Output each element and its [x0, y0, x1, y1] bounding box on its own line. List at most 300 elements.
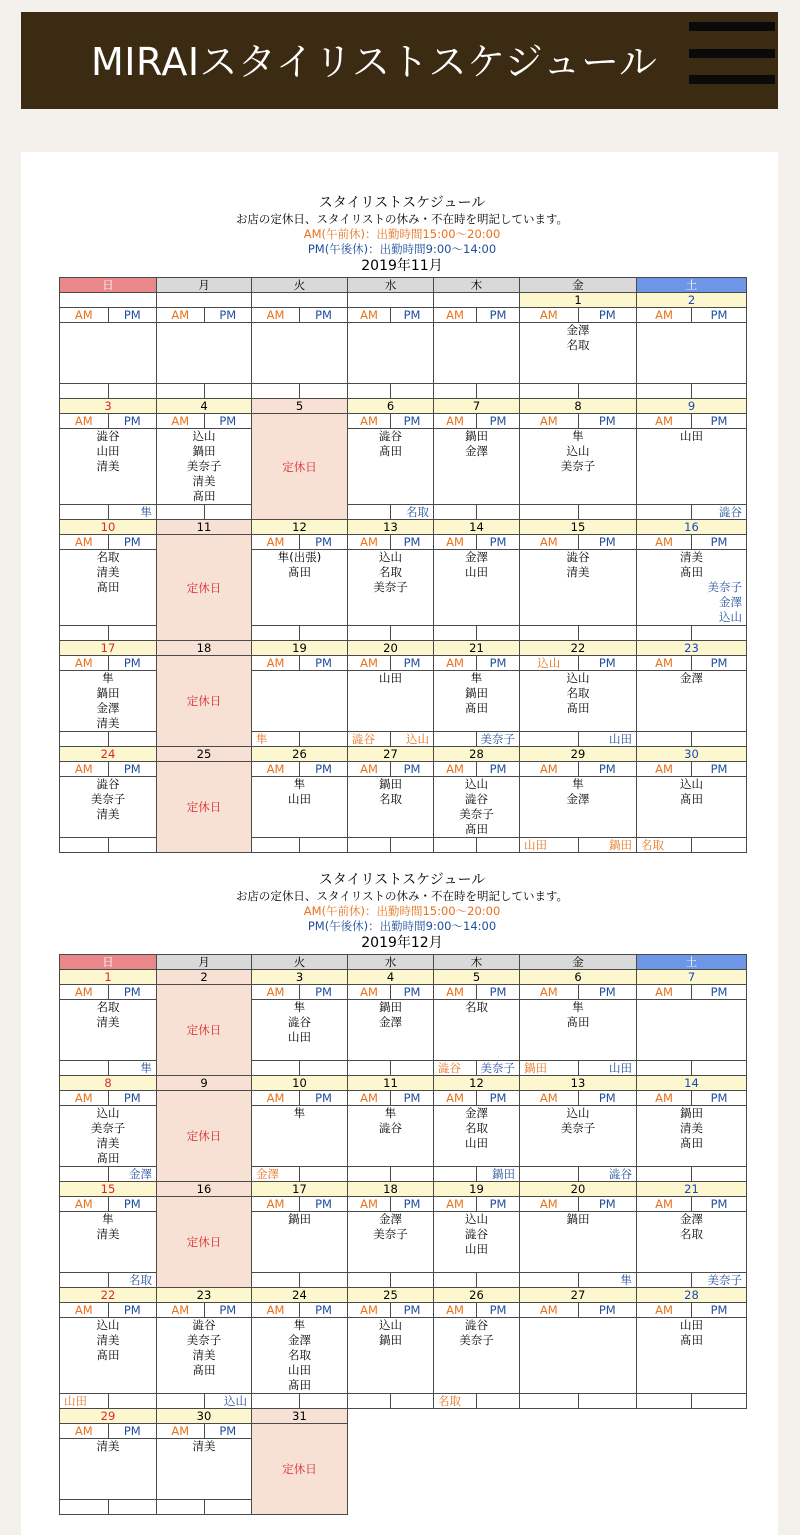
am-note: AM(午前休)：出勤時間15:00〜20:00 [303, 227, 501, 241]
staff-name: 隼 [102, 671, 114, 685]
closed-day: 定休日 [252, 414, 348, 520]
am-label: AM [520, 308, 579, 323]
pm-note: PM(午後休)：出勤時間9:00〜14:00 [307, 919, 497, 933]
staff-names [157, 1439, 252, 1500]
staff-names [520, 1212, 637, 1273]
staff-name: 澁谷 [192, 1318, 216, 1332]
weekday-header: 火 [252, 278, 348, 293]
staff-name: 鍋田 [465, 686, 488, 700]
staff-names [252, 1106, 348, 1167]
am-label: AM [637, 1303, 692, 1318]
staff-name: 澁谷 [96, 777, 120, 791]
date-number: 12 [252, 520, 348, 535]
pm-label: PM [692, 308, 747, 323]
staff-names [157, 323, 252, 384]
staff-names [348, 550, 434, 626]
schedule-description: お店の定休日、スタイリストの休み・不在時を明記しています。 [235, 212, 569, 226]
pm-label: PM [578, 656, 637, 671]
pm-off-staff [108, 626, 157, 641]
pm-label: PM [477, 1091, 520, 1106]
date-number: 28 [434, 747, 520, 762]
am-label: AM [60, 656, 109, 671]
am-off-staff [520, 626, 579, 641]
pm-off-staff [300, 838, 348, 853]
weekday-header: 金 [520, 278, 637, 293]
staff-names [520, 550, 637, 626]
am-label: AM [637, 762, 692, 777]
staff-name: 金澤 [465, 1106, 488, 1120]
date-number: 5 [434, 970, 520, 985]
am-off-staff [157, 505, 205, 520]
staff-name: 鍋田 [379, 1333, 402, 1347]
staff-name: 清美 [96, 565, 120, 579]
pm-off-staff [300, 1061, 348, 1076]
date-number: 27 [520, 1288, 637, 1303]
pm-off-staff: 込山 [719, 610, 742, 624]
am-off-staff [348, 1061, 391, 1076]
staff-name: 澁谷 [465, 1227, 488, 1241]
staff-name: 名取 [566, 686, 590, 700]
pm-label: PM [391, 1303, 434, 1318]
am-off-staff [434, 384, 477, 399]
staff-names [520, 777, 637, 838]
staff-name: 清美 [192, 1439, 216, 1453]
am-off-staff [157, 1500, 205, 1515]
pm-label: PM [692, 985, 747, 1000]
weekday-header: 月 [157, 955, 252, 970]
closed-day: 定休日 [157, 985, 252, 1076]
staff-name: 鍋田 [680, 1106, 703, 1120]
staff-name: 清美 [680, 550, 703, 564]
date-number: 24 [60, 747, 157, 762]
staff-name: 込山 [566, 444, 590, 458]
pm-off-staff [300, 1273, 348, 1288]
staff-name: 名取 [379, 565, 402, 579]
am-off-staff [60, 1273, 109, 1288]
pm-label: PM [391, 762, 434, 777]
staff-names [434, 1212, 520, 1273]
date-number: 20 [348, 641, 434, 656]
staff-names [348, 1318, 434, 1394]
pm-label: PM [204, 1303, 252, 1318]
am-off-staff: 澁谷 [348, 732, 391, 747]
staff-name: 込山 [566, 671, 590, 685]
pm-off-staff [578, 384, 637, 399]
closed-day: 定休日 [157, 535, 252, 641]
am-off-staff [60, 1500, 109, 1515]
pm-off-staff [391, 838, 434, 853]
am-label: AM [637, 414, 692, 429]
weekday-header: 水 [348, 955, 434, 970]
pm-label: PM [300, 1303, 348, 1318]
staff-name: 髙田 [680, 1136, 703, 1150]
pm-label: PM [578, 985, 637, 1000]
staff-name: 髙田 [379, 444, 402, 458]
staff-name: 金澤 [566, 323, 590, 337]
pm-label: PM [391, 414, 434, 429]
pm-label: PM [477, 535, 520, 550]
pm-label: PM [692, 1091, 747, 1106]
am-off-staff [637, 626, 692, 641]
date-number: 11 [157, 520, 252, 535]
am-off-staff: 山田 [60, 1394, 109, 1409]
am-label: AM [60, 535, 109, 550]
pm-label: PM [391, 1197, 434, 1212]
am-label: AM [520, 1303, 579, 1318]
am-label: AM [520, 985, 579, 1000]
staff-names [637, 429, 747, 505]
am-off-staff [637, 1167, 692, 1182]
date-number: 26 [252, 747, 348, 762]
staff-name: 美奈子 [90, 1121, 126, 1135]
am-label: 込山 [520, 656, 579, 671]
staff-name: 山田 [465, 1242, 488, 1256]
pm-label: PM [692, 414, 747, 429]
am-label: AM [157, 1303, 205, 1318]
am-label: AM [434, 656, 477, 671]
pm-off-staff: 澁谷 [578, 1167, 637, 1182]
staff-name: 込山 [566, 1106, 590, 1120]
staff-name: 金澤 [566, 792, 590, 806]
staff-name: 清美 [96, 459, 120, 473]
staff-name: 名取 [379, 792, 402, 806]
date-number: 25 [157, 747, 252, 762]
schedule-title: スタイリストスケジュール [318, 872, 486, 888]
staff-name: 澁谷 [288, 1015, 311, 1029]
am-label: AM [434, 308, 477, 323]
am-label: AM [348, 1303, 391, 1318]
staff-name: 澁谷 [96, 429, 120, 443]
date-number: 30 [637, 747, 747, 762]
date-number: 18 [157, 641, 252, 656]
staff-name: 清美 [96, 1333, 120, 1347]
staff-names [60, 1318, 157, 1394]
pm-label: PM [692, 1197, 747, 1212]
pm-off-staff [391, 626, 434, 641]
am-off-staff [252, 1061, 300, 1076]
site-title: MIRAIスタイリストスケジュール [91, 40, 658, 84]
date-number [252, 293, 348, 308]
staff-name: 清美 [566, 565, 590, 579]
date-number: 1 [60, 970, 157, 985]
staff-name: 込山 [680, 777, 703, 791]
pm-off-staff [692, 1167, 747, 1182]
am-label: AM [520, 414, 579, 429]
pm-off-staff: 金澤 [719, 595, 742, 609]
date-number: 23 [637, 641, 747, 656]
am-off-staff [60, 384, 109, 399]
pm-label: PM [477, 308, 520, 323]
staff-names [252, 550, 348, 626]
staff-names [637, 1000, 747, 1061]
date-number: 15 [60, 1182, 157, 1197]
am-label: AM [434, 1091, 477, 1106]
staff-name: 金澤 [680, 671, 703, 685]
date-number: 5 [252, 399, 348, 414]
date-number: 14 [637, 1076, 747, 1091]
am-label: AM [252, 308, 300, 323]
pm-label: PM [300, 762, 348, 777]
date-number: 25 [348, 1288, 434, 1303]
pm-off-staff [391, 1167, 434, 1182]
staff-names [520, 1106, 637, 1167]
pm-note: PM(午後休)：出勤時間9:00〜14:00 [307, 242, 497, 256]
pm-off-staff [108, 1500, 157, 1515]
staff-name: 髙田 [566, 701, 590, 715]
staff-names [252, 1000, 348, 1061]
am-off-staff [252, 1273, 300, 1288]
staff-name: 山田 [465, 1136, 488, 1150]
staff-name: 山田 [465, 565, 488, 579]
am-off-staff [434, 838, 477, 853]
hamburger-menu-icon[interactable] [689, 22, 775, 84]
staff-name: 鍋田 [379, 1000, 402, 1014]
staff-name: 込山 [192, 429, 216, 443]
staff-name: 髙田 [96, 1348, 120, 1362]
date-number: 7 [434, 399, 520, 414]
staff-names [60, 1000, 157, 1061]
date-number: 11 [348, 1076, 434, 1091]
staff-name: 清美 [96, 807, 120, 821]
pm-off-staff [204, 384, 252, 399]
staff-name: 髙田 [192, 489, 216, 503]
staff-name: 山田 [379, 671, 402, 685]
pm-label: PM [300, 656, 348, 671]
staff-name: 隼 [293, 1000, 306, 1014]
staff-name: 金澤 [288, 1333, 311, 1347]
pm-off-staff [692, 384, 747, 399]
pm-off-staff [578, 626, 637, 641]
date-number: 22 [520, 641, 637, 656]
staff-names [520, 1318, 637, 1394]
am-label: AM [157, 1424, 205, 1439]
schedule-description: お店の定休日、スタイリストの休み・不在時を明記しています。 [235, 889, 569, 903]
staff-names [520, 429, 637, 505]
am-off-staff [348, 838, 391, 853]
pm-off-staff: 名取 [391, 505, 434, 520]
pm-label: PM [578, 1091, 637, 1106]
date-number: 8 [60, 1076, 157, 1091]
pm-label: PM [477, 1303, 520, 1318]
staff-names [434, 1106, 520, 1167]
staff-name: 隼 [293, 1318, 306, 1332]
pm-off-staff: 美奈子 [692, 1273, 747, 1288]
staff-name: 髙田 [680, 565, 703, 579]
am-label: AM [520, 1197, 579, 1212]
staff-name: 込山 [96, 1106, 120, 1120]
pm-label: PM [108, 656, 157, 671]
am-label: AM [348, 308, 391, 323]
staff-name: 込山 [379, 1318, 402, 1332]
staff-name: 隼 [293, 777, 306, 791]
am-label: AM [157, 414, 205, 429]
pm-label: PM [300, 535, 348, 550]
am-off-staff: 鍋田 [520, 1061, 579, 1076]
am-label: AM [637, 1091, 692, 1106]
date-number: 19 [252, 641, 348, 656]
staff-names [60, 777, 157, 838]
am-off-staff [637, 1061, 692, 1076]
pm-off-staff: 美奈子 [707, 580, 742, 594]
pm-label: PM [300, 308, 348, 323]
am-label: AM [637, 656, 692, 671]
staff-name: 鍋田 [379, 777, 402, 791]
date-number: 9 [637, 399, 747, 414]
pm-off-staff [204, 505, 252, 520]
am-off-staff [520, 1394, 579, 1409]
pm-label: PM [108, 414, 157, 429]
schedule-november [59, 195, 745, 853]
am-label: AM [60, 1197, 109, 1212]
staff-name: 髙田 [680, 1333, 703, 1347]
pm-label: PM [391, 1091, 434, 1106]
staff-names [434, 550, 520, 626]
staff-names [60, 323, 157, 384]
date-number: 3 [60, 399, 157, 414]
am-label: AM [157, 308, 205, 323]
date-number: 17 [252, 1182, 348, 1197]
staff-name: 山田 [288, 1030, 311, 1044]
closed-day: 定休日 [157, 656, 252, 747]
staff-name: 清美 [680, 1121, 703, 1135]
staff-name: 髙田 [566, 1015, 590, 1029]
staff-name: 髙田 [465, 701, 488, 715]
staff-name: 金澤 [680, 1212, 703, 1226]
staff-name: 美奈子 [373, 580, 408, 594]
schedule-title: スタイリストスケジュール [318, 195, 486, 211]
am-label: AM [434, 762, 477, 777]
am-label: AM [60, 985, 109, 1000]
staff-name: 名取 [566, 338, 590, 352]
am-label: AM [60, 414, 109, 429]
staff-name: 清美 [96, 1136, 120, 1150]
date-number: 13 [520, 1076, 637, 1091]
staff-name: 金澤 [379, 1212, 402, 1226]
am-label: AM [348, 762, 391, 777]
am-off-staff [60, 626, 109, 641]
pm-label: PM [108, 985, 157, 1000]
am-off-staff [434, 732, 477, 747]
staff-name: 髙田 [288, 1378, 311, 1392]
staff-name: 美奈子 [560, 459, 596, 473]
am-off-staff: 隼 [252, 732, 300, 747]
staff-name: 隼(出張) [277, 550, 322, 564]
am-off-staff [520, 384, 579, 399]
pm-off-staff: 隼 [108, 1061, 157, 1076]
pm-off-staff [108, 384, 157, 399]
am-label: AM [520, 762, 579, 777]
calendar-table [59, 277, 747, 853]
staff-name: 込山 [465, 777, 488, 791]
date-number: 26 [434, 1288, 520, 1303]
staff-name: 澁谷 [465, 792, 488, 806]
staff-name: 隼 [102, 1212, 114, 1226]
pm-off-staff: 鍋田 [477, 1167, 520, 1182]
staff-names [157, 429, 252, 505]
pm-label: PM [300, 1091, 348, 1106]
am-label: AM [434, 535, 477, 550]
staff-name: 隼 [572, 1000, 584, 1014]
pm-label: PM [108, 1303, 157, 1318]
staff-names [252, 777, 348, 838]
staff-name: 鍋田 [96, 686, 120, 700]
pm-label: PM [692, 656, 747, 671]
am-label: AM [520, 1091, 579, 1106]
pm-label: PM [391, 656, 434, 671]
staff-name: 山田 [680, 1318, 703, 1332]
staff-name: 澁谷 [379, 429, 402, 443]
date-number [60, 293, 157, 308]
pm-label: PM [692, 535, 747, 550]
staff-names [60, 1212, 157, 1273]
staff-name: 山田 [96, 444, 120, 458]
staff-name: 金澤 [96, 701, 120, 715]
staff-name: 隼 [470, 671, 483, 685]
staff-name: 清美 [192, 1348, 216, 1362]
staff-name: 清美 [96, 1227, 120, 1241]
staff-names [60, 1439, 157, 1500]
staff-name: 清美 [96, 716, 120, 730]
staff-name: 鍋田 [566, 1212, 590, 1226]
date-number: 17 [60, 641, 157, 656]
pm-off-staff [477, 838, 520, 853]
staff-name: 名取 [288, 1348, 311, 1362]
staff-names [348, 1212, 434, 1273]
staff-names [434, 1000, 520, 1061]
am-off-staff [252, 626, 300, 641]
am-label: AM [60, 762, 109, 777]
am-label: AM [434, 414, 477, 429]
pm-off-staff [108, 838, 157, 853]
date-number [434, 293, 520, 308]
am-off-staff: 名取 [434, 1394, 477, 1409]
date-number: 27 [348, 747, 434, 762]
am-label: AM [434, 1197, 477, 1212]
staff-name: 込山 [465, 1212, 488, 1226]
weekday-header: 日 [60, 278, 157, 293]
staff-name: 込山 [96, 1318, 120, 1332]
schedule-december [59, 872, 745, 1515]
staff-name: 澁谷 [566, 550, 590, 564]
date-number: 4 [157, 399, 252, 414]
am-label: AM [637, 308, 692, 323]
staff-names [348, 1000, 434, 1061]
pm-label: PM [692, 762, 747, 777]
am-off-staff [348, 505, 391, 520]
staff-name: 山田 [288, 1363, 311, 1377]
am-label: AM [252, 535, 300, 550]
am-label: AM [637, 985, 692, 1000]
pm-off-staff [692, 732, 747, 747]
staff-names [637, 671, 747, 732]
pm-off-staff: 美奈子 [477, 732, 520, 747]
am-label: AM [252, 1197, 300, 1212]
pm-off-staff [692, 838, 747, 853]
pm-off-staff: 澁谷 [692, 505, 747, 520]
weekday-header: 火 [252, 955, 348, 970]
am-off-staff: 名取 [637, 838, 692, 853]
pm-label: PM [204, 414, 252, 429]
am-off-staff [60, 1061, 109, 1076]
pm-off-staff [692, 626, 747, 641]
date-number [348, 293, 434, 308]
pm-label: PM [391, 985, 434, 1000]
staff-name: 金澤 [379, 1015, 402, 1029]
am-off-staff: 山田 [520, 838, 579, 853]
staff-names [60, 1106, 157, 1167]
staff-names [434, 1318, 520, 1394]
date-number: 24 [252, 1288, 348, 1303]
